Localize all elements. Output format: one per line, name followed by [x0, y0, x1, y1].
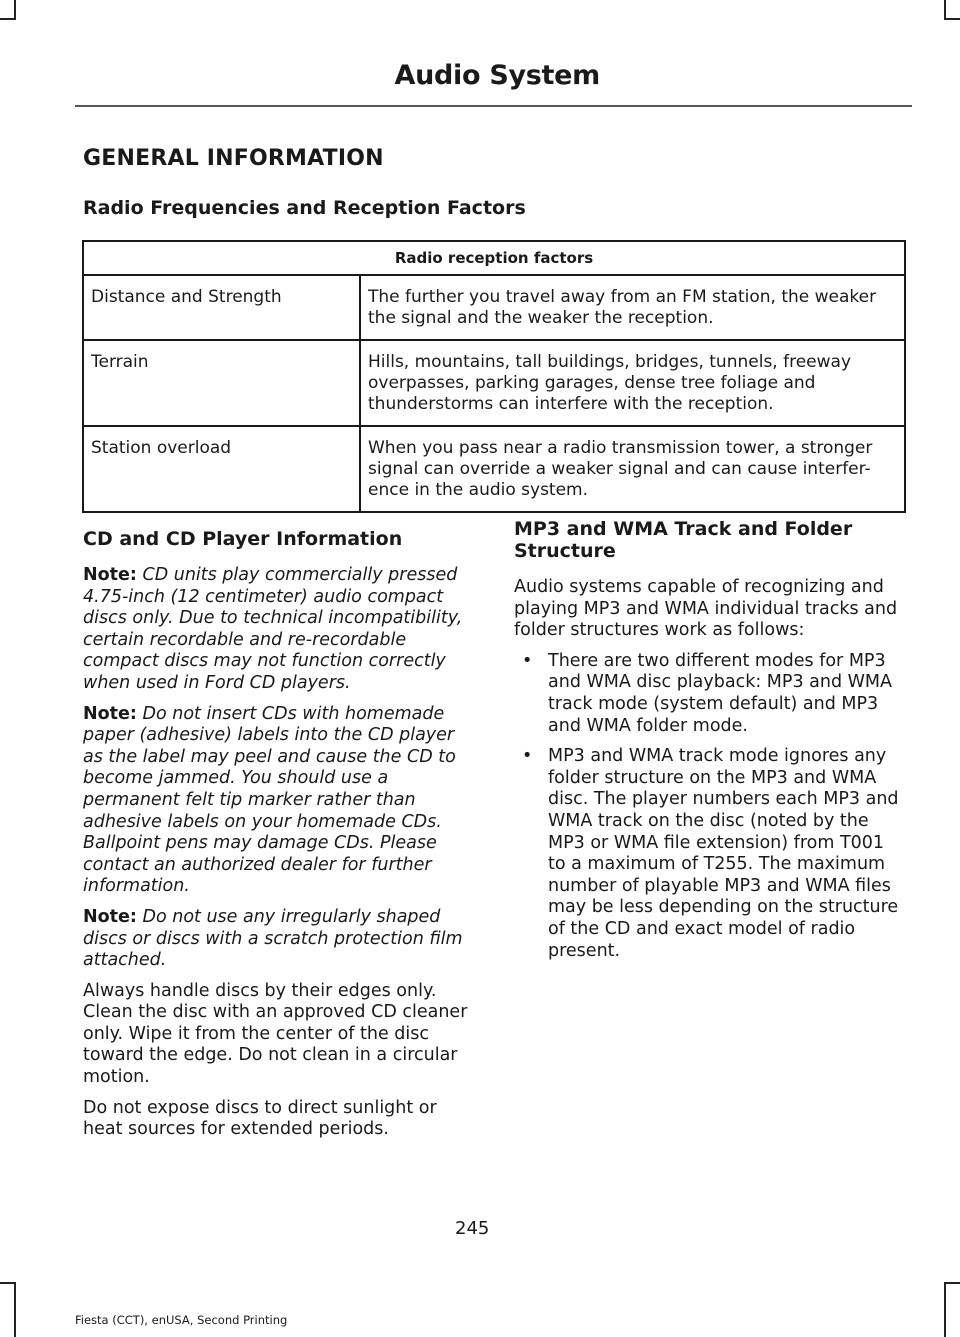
mp3-intro: Audio systems capable of recognizing and playing MP3 and WMA individual tracks and folder structures work as follows:	[514, 577, 898, 641]
note-text: Do not use any irregularly shaped discs or discs with a scratch protection film attached.	[83, 906, 463, 971]
radio-heading: Radio Frequencies and Reception Factors	[83, 197, 526, 219]
crop-mark	[0, 18, 16, 20]
crop-mark	[14, 1282, 16, 1337]
description-cell: When you pass near a radio transmission tower, a stronger signal can override a weaker signal and can cause interfer-ence in the audio system.	[360, 426, 905, 512]
cd-heading: CD and CD Player Information	[83, 528, 403, 550]
list-item-text: MP3 and WMA track mode ignores any folder structure on the MP3 and WMA disc. The player numbers each MP3 and WMA track on the disc (noted by the MP3 or WMA file extension) from T001 to a maximum of T255. The maximum number of playable MP3 and WMA files may be less depending on the structure of the CD and exact model of radio present.	[548, 746, 899, 961]
table-row	[83, 426, 905, 512]
body-paragraph: Do not expose discs to direct sunlight or heat sources for extended periods.	[83, 1097, 437, 1140]
note-paragraph	[83, 565, 475, 695]
bullet-icon: •	[522, 746, 533, 767]
table-row	[83, 340, 905, 426]
note-text: CD units play commercially pressed 4.75-inch (12 centimeter) audio compact discs only. Due to technical incompatibility, certain recordable and re-recordable compact discs may not function correctly when used in Ford CD players.	[83, 565, 463, 693]
note-label: Note:	[83, 703, 137, 724]
page-header-title: Audio System	[394, 60, 600, 91]
table-caption: Radio reception factors	[83, 241, 905, 275]
crop-mark	[944, 1282, 946, 1337]
crop-mark	[944, 18, 960, 20]
table-row	[83, 275, 905, 340]
crop-mark	[14, 0, 16, 18]
crop-mark	[944, 1282, 960, 1284]
table-header-row	[83, 241, 905, 275]
bullet-icon: •	[522, 650, 533, 671]
factor-cell: Distance and Strength	[83, 275, 360, 340]
note-paragraph	[83, 704, 475, 898]
description-cell: The further you travel away from an FM station, the weaker the signal and the weaker the reception.	[360, 275, 905, 340]
list-item	[514, 746, 907, 962]
body-paragraph: Always handle discs by their edges only. Clean the disc with an approved CD cleaner only. Wipe it from the center of the disc toward the edge. Do not clean in a circular motion.	[83, 980, 468, 1088]
footer-edition: Fiesta (CCT), enUSA, Second Printing	[75, 1313, 288, 1327]
note-text: Do not insert CDs with homemade paper (adhesive) labels into the CD player as the label may peel and cause the CD to become jammed. You should use a permanent felt tip marker rather than adhesive labels on your homemade CDs. Ballpoint pens may damage CDs. Please contact an authorized dealer for further information.	[83, 703, 456, 897]
cd-column	[83, 565, 475, 1150]
mp3-column	[514, 577, 907, 971]
factor-cell: Terrain	[83, 340, 360, 426]
list-item	[514, 651, 907, 737]
header-divider	[75, 105, 912, 107]
description-cell: Hills, mountains, tall buildings, bridges, tunnels, freeway overpasses, parking garages, dense tree foliage and thunderstorms can interfere with the reception.	[360, 340, 905, 426]
mp3-heading: MP3 and WMA Track and Folder Structure	[514, 518, 853, 562]
note-label: Note:	[83, 565, 137, 585]
crop-mark	[0, 1282, 16, 1284]
section-title: GENERAL INFORMATION	[83, 146, 384, 171]
list-item-text: There are two different modes for MP3 and WMA disc playback: MP3 and WMA track mode (system default) and MP3 and WMA folder mode.	[548, 650, 893, 736]
radio-reception-table	[82, 240, 906, 513]
factor-cell: Station overload	[83, 426, 360, 512]
note-paragraph	[83, 907, 475, 972]
mp3-bullet-list	[514, 651, 907, 962]
crop-mark	[944, 0, 946, 18]
page-number: 245	[455, 1218, 490, 1239]
note-label: Note:	[83, 906, 137, 927]
